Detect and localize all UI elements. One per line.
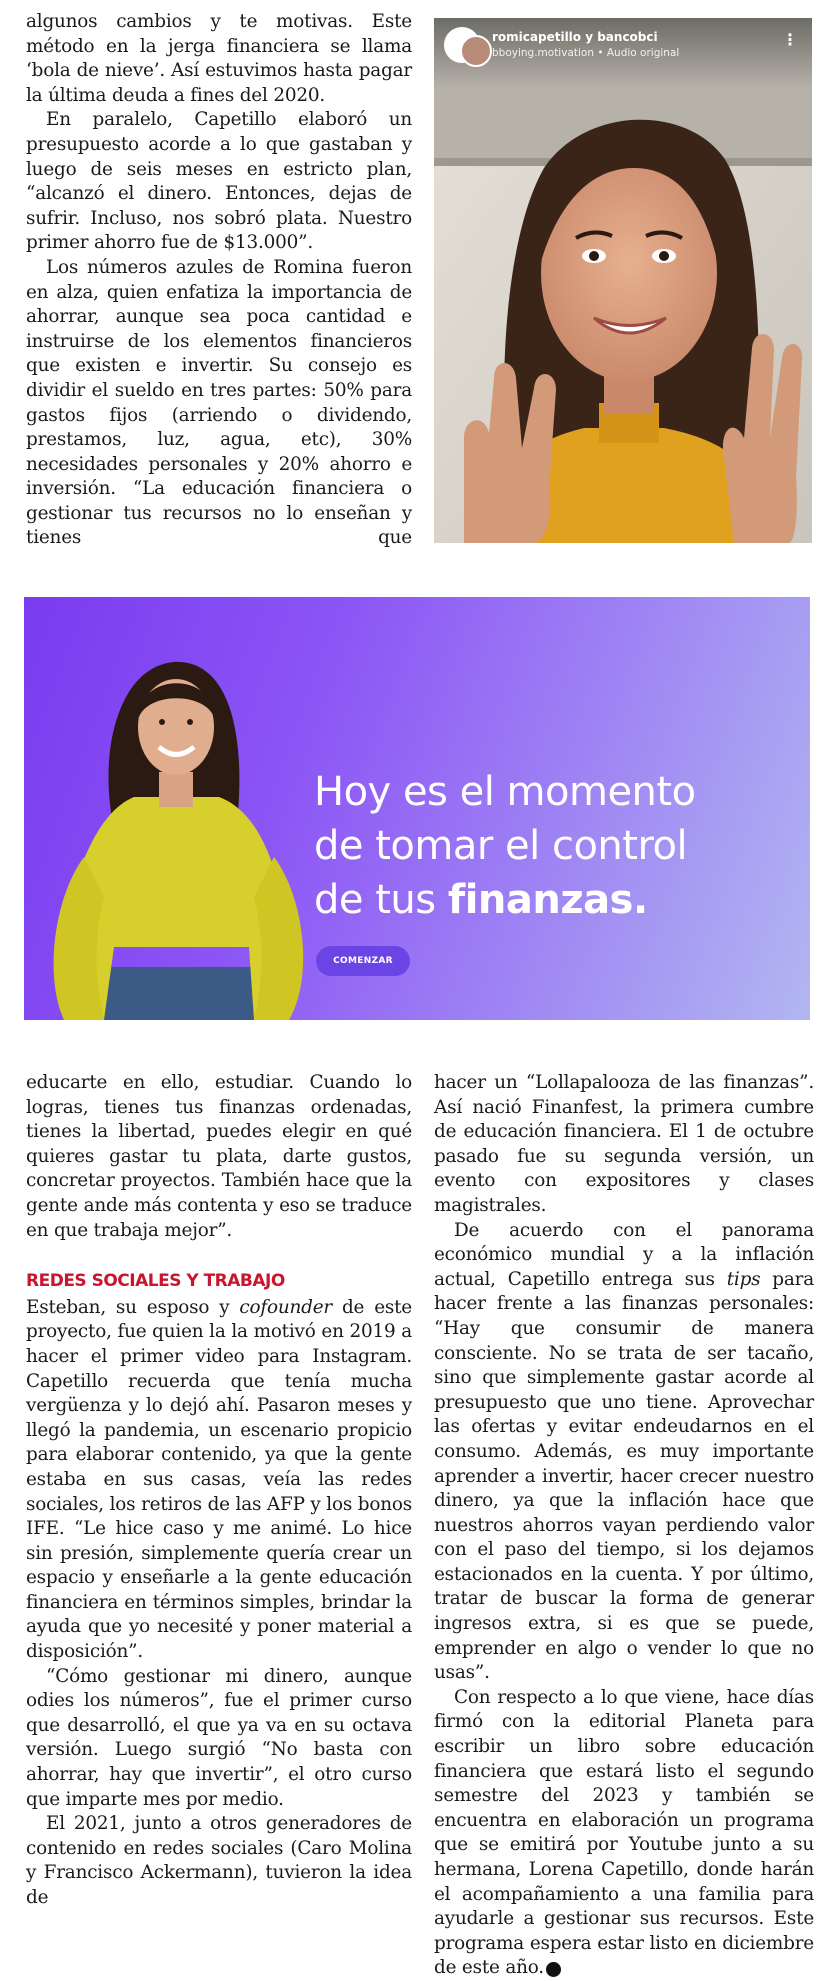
italic-term: cofounder bbox=[239, 1296, 332, 1318]
right-column bbox=[434, 1071, 814, 1981]
paragraph-text: Con respecto a lo que viene, hace días firmó con la editorial Planeta para escribir un libro sobre educación financiera que estará listo el segundo semestre del 2023 y también se encuentra en elaboración un programa que se emitirá por Youtube junto a su hermana, Lorena Capetillo, donde harán el acompañamiento a una familia para ayudarle a gestionar sus recursos. Este programa espera estar listo en diciembre de este año. bbox=[434, 1686, 814, 1979]
left-column bbox=[26, 1071, 412, 1911]
paragraph bbox=[26, 1296, 412, 1665]
top-column bbox=[26, 10, 412, 551]
promo-banner bbox=[24, 597, 810, 1020]
woman-peace-sign-photo bbox=[434, 18, 812, 543]
section-heading: REDES SOCIALES Y TRABAJO bbox=[26, 1271, 285, 1292]
headline-line: Hoy es el momento bbox=[314, 769, 696, 815]
avatar[interactable] bbox=[460, 35, 492, 67]
italic-term: tips bbox=[726, 1268, 761, 1290]
instagram-header bbox=[434, 18, 812, 88]
end-of-article-icon: P bbox=[546, 1962, 561, 1977]
comenzar-button[interactable]: COMENZAR bbox=[316, 946, 410, 976]
instagram-audio-caption[interactable]: bboying.motivation • Audio original bbox=[492, 47, 680, 59]
paragraph-text: De acuerdo con el panorama económico mundial y a la inflación actual, Capetillo entrega sus bbox=[434, 1219, 814, 1290]
more-options-icon[interactable]: ⋮ bbox=[782, 30, 798, 49]
paragraph bbox=[434, 1219, 814, 1686]
headline-bold-word: finanzas. bbox=[447, 877, 648, 923]
paragraph: El 2021, junto a otros generadores de contenido en redes sociales (Caro Molina y Francisco Ackermann), tuvieron la idea de bbox=[26, 1813, 412, 1908]
paragraph: En paralelo, Capetillo elaboró un presupuesto acorde a lo que gastaban y luego de seis meses en estricto plan, “alcanzó el dinero. Entonces, dejas de sufrir. Incluso, nos sobró plata. Nuestro primer ahorro fue de $13.000”. bbox=[26, 109, 412, 254]
instagram-photo bbox=[434, 18, 812, 543]
paragraph-text: Esteban, su esposo y bbox=[26, 1296, 240, 1318]
woman-yellow-shirt-photo bbox=[24, 597, 324, 1020]
headline-line bbox=[314, 873, 696, 927]
paragraph-text: de este proyecto, fue quien la la motivó en 2019 a hacer el primer video para Instagram. Capetillo recuerda que tenía mucha vergüenza y lo dejó ahí. Pasaron meses y llegó la pandemia, un escenario propicio para elaborar contenido, ya que la gente estaba en sus casas, veía las redes sociales, los retiros de las AFP y los bonos IFE. “Le hice caso y me animé. Lo hice sin presión, simplemente quería crear un espacio y enseñarle a la gente educación financiera en términos simples, brindar la ayuda que yo necesité y poner material a disposición”. bbox=[26, 1296, 412, 1663]
paragraph bbox=[434, 1686, 814, 1981]
paragraph-text: para hacer frente a las finanzas personales: “Hay que consumir de manera consciente. No se trata de ser tacaño, sino que simplemente gastar acorde al presupuesto que uno tiene. Aprovechar las ofertas y evitar endeudarnos en el consumo. Además, es muy importante aprender a invertir, hacer crecer nuestro dinero, ya que la inflación hace que nuestros ahorros vayan perdiendo valor con el paso del tiempo, si los dejamos estacionados en la cuenta. Y por último, tratar de buscar la forma de generar ingresos extra, si es que se puede, emprender en algo o vender lo que no usas”. bbox=[434, 1268, 814, 1684]
paragraph: Los números azules de Romina fueron en alza, quien enfatiza la importancia de ahorrar, aunque sea poca cantidad e instruirse de los elementos financieros que existen e invertir. Su consejo es dividir el sueldo en tres partes: 50% para gastos fijos (arriendo o dividendo, prestamos, luz, agua, etc), 30% necesidades personales y 20% ahorro e inversión. “La educación financiera o gestionar tus recursos no lo enseñan y tienes que bbox=[26, 256, 412, 549]
headline-text: de tus bbox=[314, 877, 448, 923]
banner-headline bbox=[314, 765, 696, 927]
paragraph: algunos cambios y te motivas. Este método en la jerga financiera se llama ‘bola de nieve’. Así estuvimos hasta pagar la última deuda a fines del 2020. bbox=[26, 11, 412, 106]
paragraph: hacer un “Lollapalooza de las finanzas”. Así nació Finanfest, la primera cumbre de educación financiera. El 1 de octubre pasado fue su segunda versión, un evento con expositores y clases magistrales. bbox=[434, 1072, 814, 1216]
headline-line: de tomar el control bbox=[314, 823, 688, 869]
instagram-username[interactable]: romicapetillo y bancobci bbox=[492, 30, 658, 44]
paragraph: “Cómo gestionar mi dinero, aunque odies los números”, fue el primer curso que desarrolló, el que ya va en su octava versión. Luego surgió “No basta con ahorrar, hay que invertir”, el otro curso que imparte mes por medio. bbox=[26, 1665, 412, 1810]
paragraph: educarte en ello, estudiar. Cuando lo logras, tienes tus finanzas ordenadas, tienes la libertad, puedes elegir en qué quieres gastar tu plata, darte gustos, concretar proyectos. También hace que la gente ande más contenta y eso se traduce en que trabaja mejor”. bbox=[26, 1072, 412, 1241]
